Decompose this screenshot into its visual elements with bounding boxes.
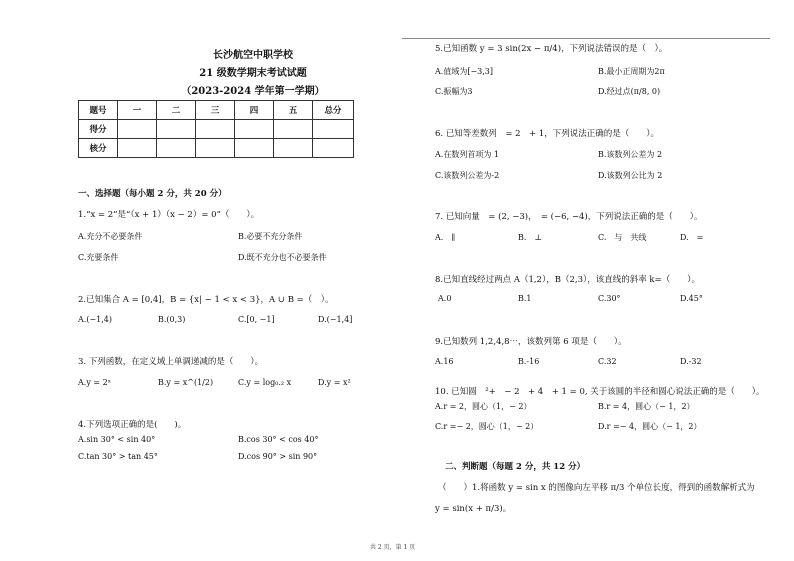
option-b: B.必要不充分条件: [238, 232, 303, 241]
table-cell: 四: [235, 101, 274, 120]
table-cell: 五: [274, 101, 313, 120]
option-c: C.tan 30° > tan 45°: [78, 452, 158, 461]
table-cell: 三: [196, 101, 235, 120]
judgment-1-line1: （ ）1.将函数 y = sin x 的图像向左平移 π/3 个单位长度，得到的函数解析式为: [438, 483, 755, 493]
option-d: D.(−1,4]: [318, 315, 353, 324]
option-c: C.该数列公差为-2: [435, 171, 500, 180]
table-row: [79, 139, 354, 158]
question-4: 4.下列选项正确的是( )。: [78, 420, 187, 430]
page-footer: 共 2 页，第 1 页: [370, 544, 416, 551]
question-2: 2.已知集合 A = [0,4]，B = {x| − 1 < x < 3}，A ∪ B =（ ）。: [78, 295, 334, 305]
option-b: B.1: [518, 294, 532, 303]
table-cell: 核分: [79, 139, 118, 158]
divider-line: [402, 38, 770, 39]
score-input-cell[interactable]: [313, 139, 354, 158]
table-cell: 二: [157, 101, 196, 120]
option-a: A.0: [438, 294, 452, 303]
school-name: 长沙航空中职学校: [213, 50, 293, 61]
table-cell: 一: [118, 101, 157, 120]
option-a: A. ∥: [435, 233, 456, 242]
option-d: D.r =− 4，圆心（− 1，2）: [598, 422, 702, 431]
score-input-cell[interactable]: [118, 139, 157, 158]
option-a: A.r = 2，圆心（1，− 2）: [435, 402, 532, 411]
table-row: [79, 120, 354, 139]
option-d: D.-32: [680, 357, 702, 366]
question-7: 7. 已知向量 = (2, −3)， = (−6, −4)，下列说法正确的是（ ）。: [435, 212, 703, 222]
option-d: D.45°: [680, 294, 703, 303]
question-1: 1.“x = 2”是“（x + 1）（x − 2）= 0”（ ）。: [78, 210, 260, 220]
option-b: B.该数列公差为 2: [598, 150, 663, 159]
option-b: B.最小正周期为2π: [598, 67, 665, 76]
option-c: C.[0, −1]: [238, 315, 275, 324]
question-6: 6. 已知等差数列 = 2 + 1，下列说法正确的是（ ）。: [435, 129, 660, 139]
question-8: 8.已知直线经过两点 A（1,2），B（2,3），该直线的斜率 k=（ ）。: [435, 275, 700, 285]
score-input-cell[interactable]: [274, 120, 313, 139]
score-table: [78, 100, 354, 158]
option-c: C.32: [598, 357, 617, 366]
option-b: B.cos 30° < cos 40°: [238, 435, 319, 444]
exam-term: （2023-2024 学年第一学期）: [181, 86, 325, 97]
option-d: D.该数列公比为 2: [598, 171, 663, 180]
score-input-cell[interactable]: [196, 139, 235, 158]
option-a: A.16: [435, 357, 454, 366]
option-c: C.充要条件: [78, 253, 119, 262]
table-cell: 总分: [313, 101, 354, 120]
score-input-cell[interactable]: [196, 120, 235, 139]
option-d: D.既不充分也不必要条件: [238, 253, 327, 262]
option-c: C. 与 共线: [598, 233, 647, 242]
option-b: B.(0,3): [158, 315, 186, 324]
score-input-cell[interactable]: [313, 120, 354, 139]
option-b: B.r = 4，圆心（− 1，2）: [598, 402, 695, 411]
option-a: A.y = 2ˣ: [78, 378, 112, 387]
option-d: D. =: [680, 233, 704, 242]
table-cell: 题号: [79, 101, 118, 120]
option-b: B.y = x^(1/2): [158, 378, 214, 387]
judgment-1-line2: y = sin(x + π/3)。: [435, 504, 512, 514]
option-a: A.sin 30° < sin 40°: [78, 435, 156, 444]
question-3: 3. 下列函数，在定义域上单调递减的是（ ）。: [78, 357, 264, 367]
option-c: C.y = log₀.₂ x: [238, 378, 292, 387]
option-d: D.经过点(π/8, 0): [598, 87, 661, 96]
option-b: B. ⊥: [518, 233, 542, 242]
question-9: 9.已知数列 1,2,4,8⋯，该数列第 6 项是（ ）。: [435, 337, 627, 347]
score-input-cell[interactable]: [235, 139, 274, 158]
option-a: A.在数列首项为 1: [435, 150, 499, 159]
option-d: D.y = x²: [318, 378, 351, 387]
score-input-cell[interactable]: [157, 120, 196, 139]
score-table-header: [79, 101, 354, 120]
section-heading: 一、选择题（每小题 2 分，共 20 分）: [78, 189, 227, 199]
option-d: D.cos 90° > sin 90°: [238, 452, 318, 461]
question-5: 5.已知函数 y = 3 sin(2x − π/4)，下列说法错误的是（ ）。: [435, 44, 668, 54]
exam-title: 21 级数学期末考试试题: [199, 68, 307, 79]
table-cell: 得分: [79, 120, 118, 139]
section-heading: 二、判断题（每题 2 分，共 12 分）: [445, 462, 586, 472]
question-10: 10. 已知圆 ²+ − 2 + 4 + 1 = 0, 关于该圆的半径和圆心说法正确的是（ ）。: [435, 387, 765, 397]
option-c: C.振幅为3: [435, 87, 473, 96]
option-a: A.值域为[−3,3]: [435, 67, 493, 76]
option-a: A.(−1,4): [78, 315, 112, 324]
score-input-cell[interactable]: [274, 139, 313, 158]
option-a: A.充分不必要条件: [78, 232, 143, 241]
option-c: C.30°: [598, 294, 621, 303]
option-b: B.-16: [518, 357, 540, 366]
score-input-cell[interactable]: [157, 139, 196, 158]
score-input-cell[interactable]: [235, 120, 274, 139]
option-c: C.r =− 2，圆心（1，− 2）: [435, 422, 539, 431]
score-input-cell[interactable]: [118, 120, 157, 139]
